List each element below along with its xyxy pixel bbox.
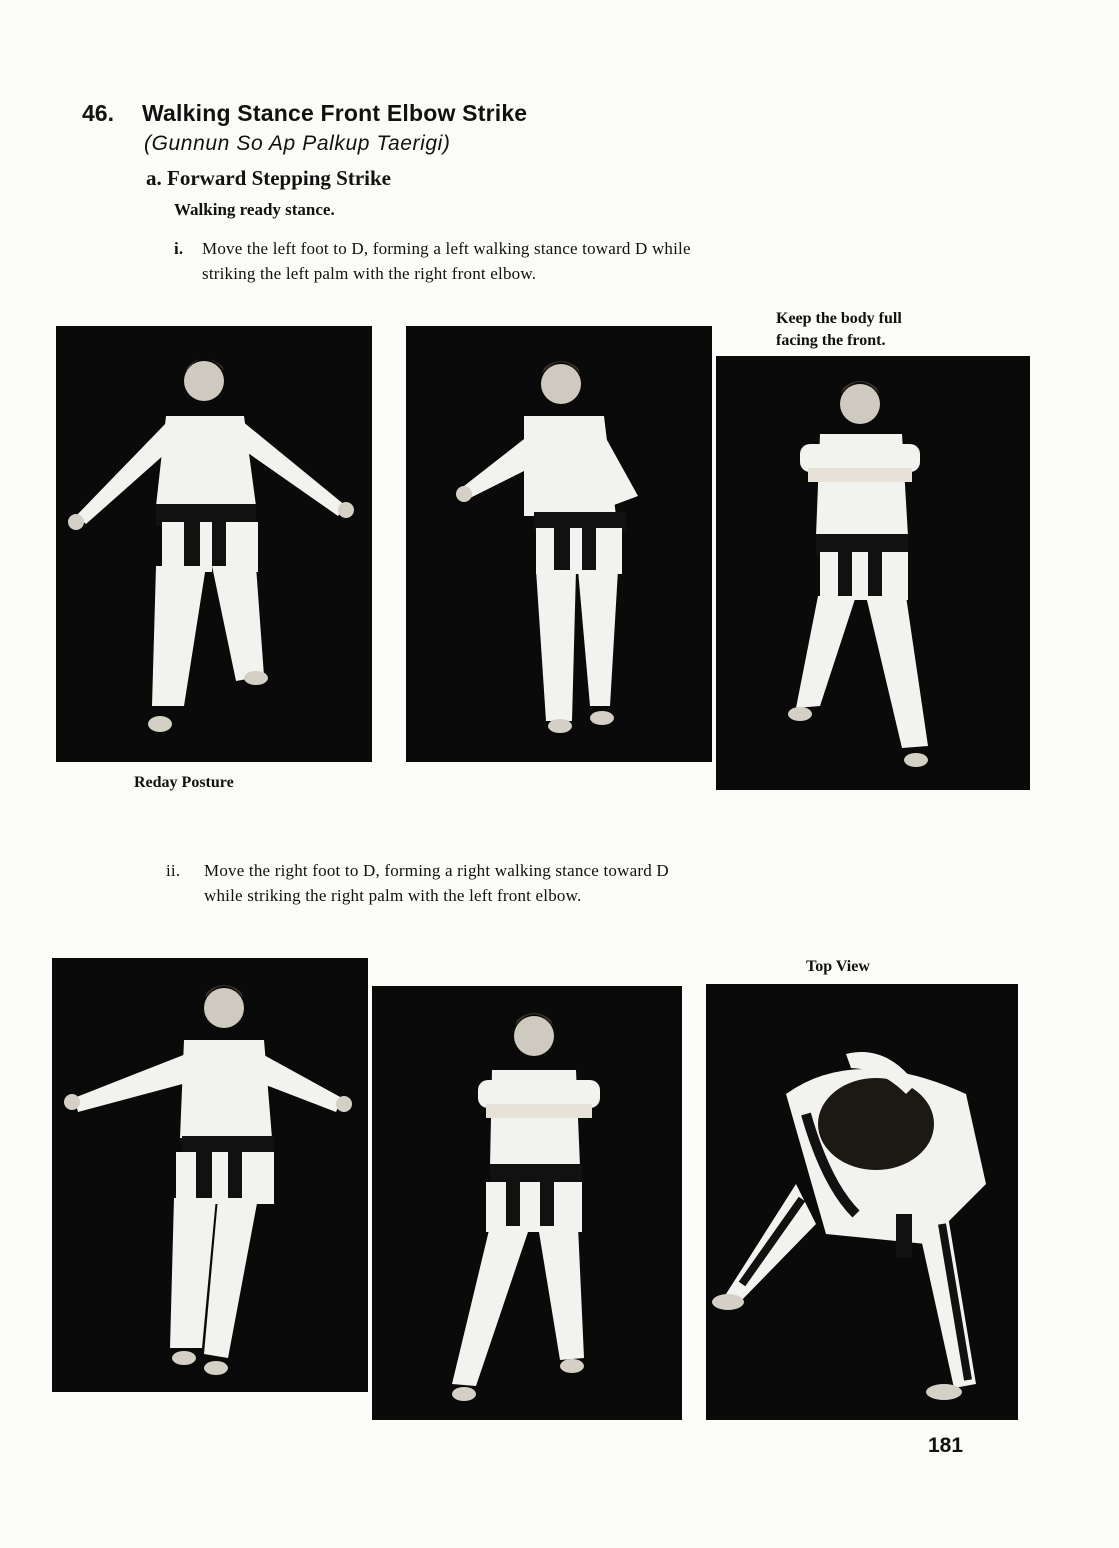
photo-step-ii-stepping	[52, 958, 368, 1392]
caption-top-view: Top View	[806, 958, 870, 975]
photo-step-ii-strike	[372, 986, 682, 1420]
part-a-title: a. Forward Stepping Strike	[146, 166, 392, 190]
photo-step-i-stepping	[406, 326, 712, 762]
section-subtitle: (Gunnun So Ap Palkup Taerigi)	[144, 132, 451, 155]
step-ii	[166, 858, 926, 908]
figure-stepping-image	[406, 326, 712, 762]
photo-ready-posture	[56, 326, 372, 762]
step-i	[174, 236, 934, 286]
step-i-number: i.	[174, 239, 184, 258]
part-a-start-stance: Walking ready stance.	[174, 200, 335, 219]
caption-keep-body-line2: facing the front.	[776, 332, 886, 349]
figure-top-view-image	[706, 984, 1018, 1420]
figure-elbow-strike-left-image	[372, 986, 682, 1420]
caption-ready-posture: Reday Posture	[134, 774, 234, 791]
step-ii-line1: Move the right foot to D, forming a right walking stance toward D	[204, 861, 669, 880]
section-number: 46.	[82, 100, 114, 126]
step-i-line1: Move the left foot to D, forming a left walking stance toward D while	[202, 239, 691, 258]
figure-stepping-right-image	[52, 958, 368, 1392]
caption-keep-body-facing	[776, 308, 902, 352]
page-number: 181	[928, 1434, 964, 1457]
step-ii-number: ii.	[166, 861, 181, 880]
photo-step-i-strike	[716, 356, 1030, 790]
step-ii-line2: while striking the right palm with the left front elbow.	[204, 886, 582, 905]
figure-ready-posture-image	[56, 326, 372, 762]
photo-top-view	[706, 984, 1018, 1420]
section-title: Walking Stance Front Elbow Strike	[142, 100, 528, 126]
step-i-line2: striking the left palm with the right front elbow.	[202, 264, 537, 283]
caption-keep-body-line1: Keep the body full	[776, 310, 902, 327]
figure-elbow-strike-image	[716, 356, 1030, 790]
